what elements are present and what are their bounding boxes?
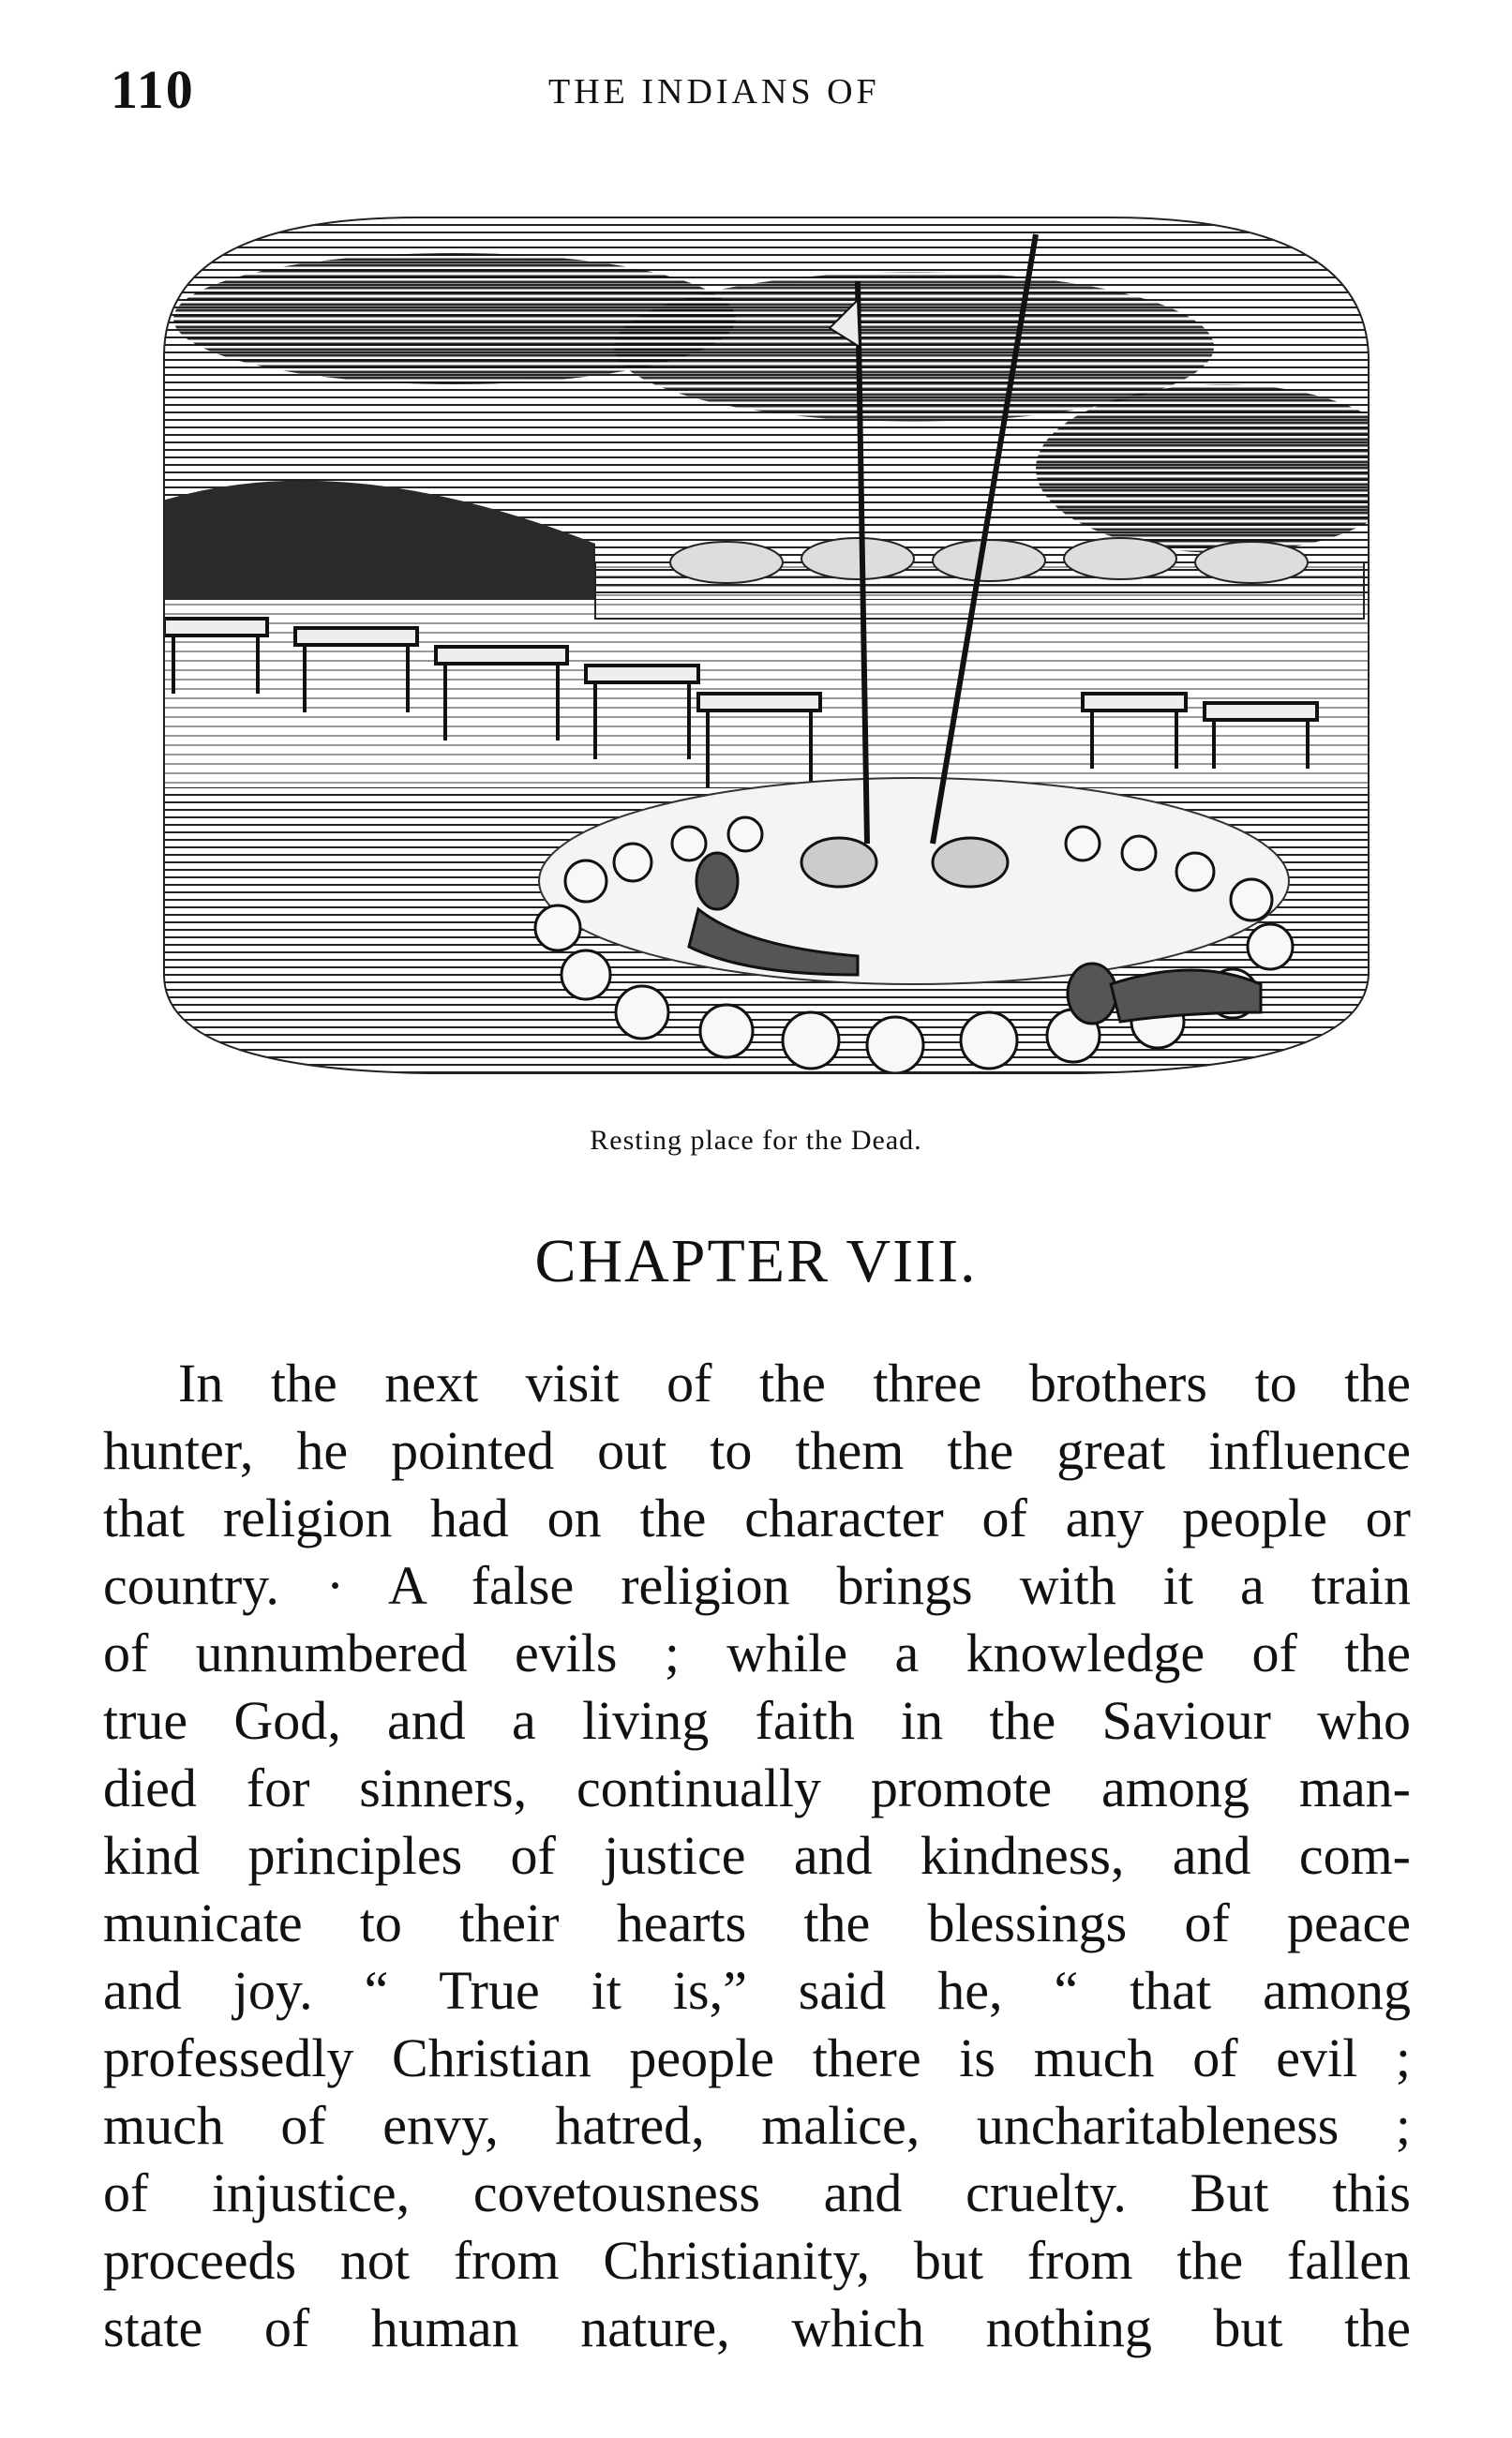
burial-clearing (539, 778, 1289, 984)
text-line: and joy. “ True it is,” said he, “ that among (103, 1960, 1411, 2021)
text-line: proceeds not from Christianity, but from the fallen (103, 2230, 1411, 2291)
buffalo-skull (801, 838, 876, 887)
buffalo-skull (933, 838, 1008, 887)
text-line: professedly Christian people there is much of evil ; (103, 2027, 1411, 2088)
body-text (103, 1350, 1411, 2362)
text-line: true God, and a living faith in the Saviour who (103, 1690, 1411, 1751)
text-line: kind principles of justice and kindness, and com- (103, 1825, 1411, 1886)
text-line: hunter, he pointed out to them the great influence (103, 1420, 1411, 1481)
text-line: municate to their hearts the blessings of peace (103, 1892, 1411, 1953)
text-line: state of human nature, which nothing but the (103, 2297, 1411, 2358)
text-line: that religion had on the character of any people or (103, 1488, 1411, 1548)
chapter-title: CHAPTER VIII. (534, 1227, 978, 1295)
lodge (1064, 538, 1176, 579)
lodge (670, 542, 783, 583)
running-head: THE INDIANS OF (548, 72, 880, 112)
illustration-caption: Resting place for the Dead. (590, 1125, 922, 1156)
lodge (801, 538, 914, 579)
text-line: In the next visit of the three brothers to the (178, 1353, 1411, 1413)
lodge (933, 540, 1045, 581)
page-number: 110 (111, 59, 195, 120)
lodge (1195, 542, 1308, 583)
page-header (103, 58, 1415, 120)
engraving-illustration (145, 206, 1383, 1106)
text-line: of injustice, covetousness and cruelty. But this (103, 2162, 1411, 2223)
text-line: of unnumbered evils ; while a knowledge of the (103, 1623, 1411, 1683)
text-line: died for sinners, continually promote among man- (103, 1757, 1411, 1818)
text-line: much of envy, hatred, malice, uncharitableness ; (103, 2095, 1411, 2156)
text-line: country. · A false religion brings with it a train (103, 1555, 1411, 1616)
